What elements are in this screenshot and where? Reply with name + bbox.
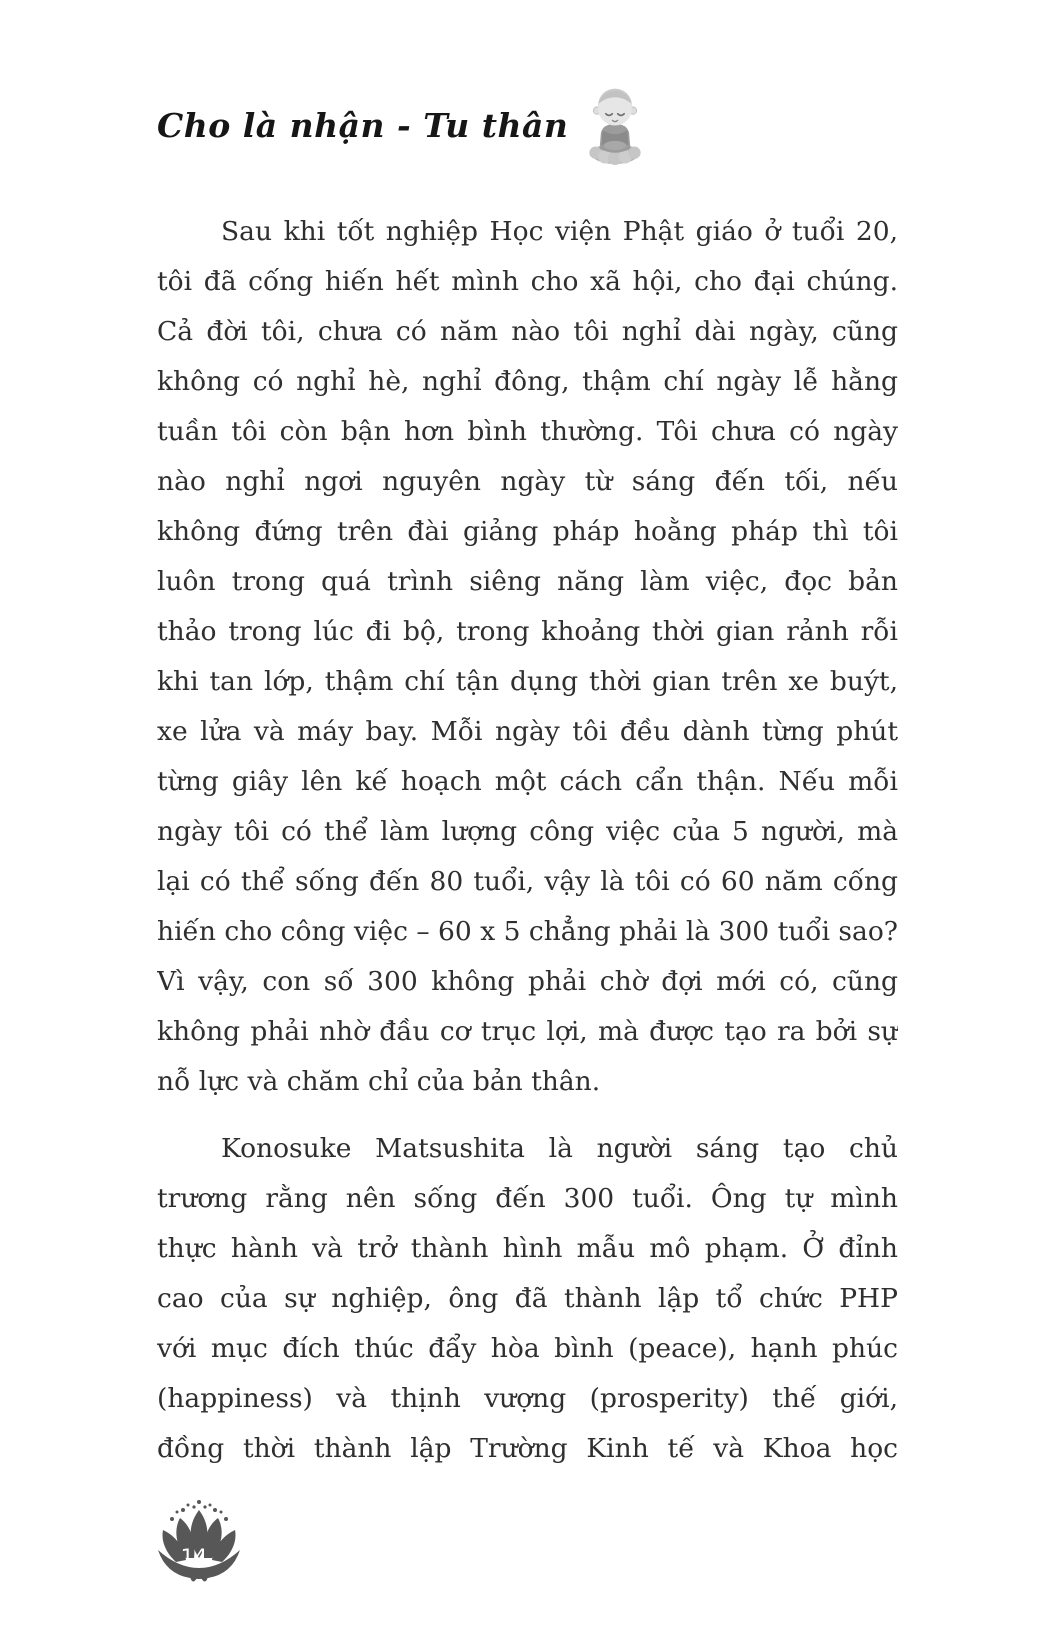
monk-icon bbox=[582, 85, 648, 165]
paragraph-2 bbox=[157, 1124, 898, 1474]
text-line: Vì vậy, con số 300 không phải chờ đợi mới có, cũng bbox=[157, 966, 898, 997]
text-line: đồng thời thành lập Trường Kinh tế và Khoa học bbox=[157, 1433, 898, 1464]
text-line: tôi đã cống hiến hết mình cho xã hội, cho đại chúng. bbox=[157, 266, 898, 297]
text-line: Cả đời tôi, chưa có năm nào tôi nghỉ dài ngày, cũng bbox=[157, 316, 898, 347]
page-content bbox=[157, 207, 898, 1474]
text-line: nỗ lực và chăm chỉ của bản thân. bbox=[157, 1066, 601, 1097]
text-line: từng giây lên kế hoạch một cách cẩn thận. Nếu mỗi bbox=[157, 766, 898, 797]
text-line: không đứng trên đài giảng pháp hoằng pháp thì tôi bbox=[157, 516, 898, 547]
text-line: với mục đích thúc đẩy hòa bình (peace), hạnh phúc bbox=[157, 1333, 898, 1364]
text-line: hiến cho công việc – 60 x 5 chẳng phải là 300 tuổi sao? bbox=[157, 916, 898, 947]
paragraph-1 bbox=[157, 207, 898, 1107]
lotus-icon bbox=[150, 1498, 248, 1588]
text-line: không có nghỉ hè, nghỉ đông, thậm chí ngày lễ hằng bbox=[157, 366, 898, 397]
text-line: không phải nhờ đầu cơ trục lợi, mà được tạo ra bởi sự bbox=[157, 1016, 898, 1047]
text-line: thảo trong lúc đi bộ, trong khoảng thời gian rảnh rỗi bbox=[157, 616, 898, 647]
text-line: Sau khi tốt nghiệp Học viện Phật giáo ở tuổi 20, bbox=[221, 216, 898, 247]
page-header bbox=[157, 84, 648, 166]
text-line: cao của sự nghiệp, ông đã thành lập tổ chức PHP bbox=[157, 1283, 898, 1314]
text-line: tuần tôi còn bận hơn bình thường. Tôi chưa có ngày bbox=[157, 416, 898, 447]
text-line: khi tan lớp, thậm chí tận dụng thời gian trên xe buýt, bbox=[157, 666, 898, 697]
page-number: 14 bbox=[180, 1545, 208, 1569]
text-line: lại có thể sống đến 80 tuổi, vậy là tôi có 60 năm cống bbox=[157, 866, 898, 897]
text-line: xe lửa và máy bay. Mỗi ngày tôi đều dành từng phút bbox=[157, 716, 898, 747]
text-line: trương rằng nên sống đến 300 tuổi. Ông tự mình bbox=[157, 1183, 898, 1214]
text-line: Konosuke Matsushita là người sáng tạo chủ bbox=[221, 1133, 898, 1164]
text-line: nào nghỉ ngơi nguyên ngày từ sáng đến tối, nếu bbox=[157, 466, 898, 497]
text-line: ngày tôi có thể làm lượng công việc của 5 người, mà bbox=[157, 816, 898, 847]
text-line: (happiness) và thịnh vượng (prosperity) thế giới, bbox=[157, 1383, 898, 1414]
chapter-title: Cho là nhận - Tu thân bbox=[157, 105, 569, 145]
text-line: thực hành và trở thành hình mẫu mô phạm. Ở đỉnh bbox=[157, 1233, 898, 1264]
text-line: luôn trong quá trình siêng năng làm việc, đọc bản bbox=[157, 566, 898, 597]
